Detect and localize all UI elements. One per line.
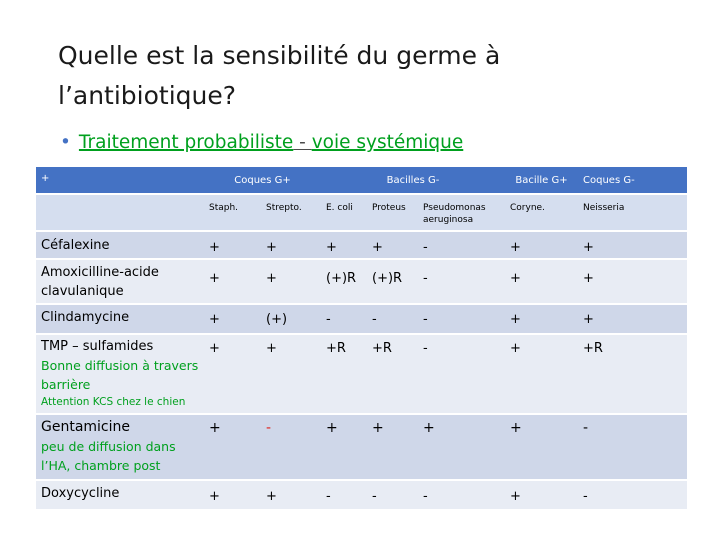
sensitivity-table [36, 167, 687, 511]
drug-cell [36, 334, 204, 414]
subheader-neisseria: Neisseria [578, 194, 687, 231]
value-cell: + [367, 231, 418, 259]
bullet-text-dash: - [293, 132, 312, 153]
drug-name: Céfalexine [36, 231, 204, 259]
drug-warning: Attention KCS chez le chien [41, 396, 186, 408]
drug-name: TMP – sulfamides [41, 339, 154, 354]
value-cell: + [505, 480, 578, 510]
value-cell: + [261, 334, 321, 414]
subheader-pseudomonas: Pseudomonas aeruginosa [418, 194, 505, 231]
value-cell: + [578, 304, 687, 334]
subheader-proteus: Proteus [367, 194, 418, 231]
value-cell: + [418, 414, 505, 480]
value-cell: + [204, 304, 261, 334]
value-cell: + [261, 231, 321, 259]
value-cell: - [367, 480, 418, 510]
value-cell: - [261, 414, 321, 480]
value-cell: - [418, 304, 505, 334]
subheader-empty [36, 194, 204, 231]
value-cell: + [505, 414, 578, 480]
table-row [36, 414, 687, 480]
value-cell: + [204, 259, 261, 304]
value-cell: (+)R [367, 259, 418, 304]
value-cell: - [418, 480, 505, 510]
value-cell: - [578, 480, 687, 510]
drug-cell [36, 414, 204, 480]
subheader-ecoli: E. coli [321, 194, 367, 231]
group-bacilles-gminus: Bacilles G- [321, 167, 505, 194]
value-cell: + [578, 231, 687, 259]
value-cell: + [204, 414, 261, 480]
drug-name: Amoxicilline-acide clavulanique [36, 259, 204, 304]
value-cell: +R [321, 334, 367, 414]
group-coques-gminus: Coques G- [578, 167, 687, 194]
table-row [36, 334, 687, 414]
group-bacille-gplus: Bacille G+ [505, 167, 578, 194]
drug-name: Clindamycine [36, 304, 204, 334]
table-row [36, 480, 687, 510]
drug-name: Doxycycline [36, 480, 204, 510]
value-cell: (+)R [321, 259, 367, 304]
value-cell: (+) [261, 304, 321, 334]
table-row [36, 231, 687, 259]
value-cell: + [505, 231, 578, 259]
slide-title: Quelle est la sensibilité du germe à l’antibiotique? [58, 41, 501, 110]
bullet-text-probabiliste: Traitement probabiliste [78, 132, 294, 153]
value-cell: - [578, 414, 687, 480]
value-cell: - [367, 304, 418, 334]
value-cell: + [505, 334, 578, 414]
drug-note: peu de diffusion dans l’HA, chambre post [41, 439, 176, 473]
value-cell: - [418, 259, 505, 304]
value-cell: - [321, 304, 367, 334]
value-cell: +R [578, 334, 687, 414]
value-cell: + [367, 414, 418, 480]
value-cell: + [261, 259, 321, 304]
value-cell: + [321, 231, 367, 259]
bullet-icon: • [60, 132, 71, 153]
value-cell: + [321, 414, 367, 480]
value-cell: - [418, 334, 505, 414]
table-row [36, 259, 687, 304]
value-cell: + [204, 480, 261, 510]
value-cell: + [204, 231, 261, 259]
value-cell: - [321, 480, 367, 510]
value-cell: - [418, 231, 505, 259]
bullet-point [60, 132, 463, 153]
group-header-row [36, 167, 687, 194]
subheader-staph: Staph. [204, 194, 261, 231]
table-row [36, 304, 687, 334]
drug-note: Bonne diffusion à travers barrière [41, 358, 199, 392]
value-cell: + [505, 304, 578, 334]
subheader-coryne: Coryne. [505, 194, 578, 231]
value-cell: + [505, 259, 578, 304]
corner-cell: + [36, 167, 204, 194]
value-cell: + [204, 334, 261, 414]
value-cell: +R [367, 334, 418, 414]
value-cell: + [578, 259, 687, 304]
value-cell: + [261, 480, 321, 510]
subheader-strepto: Strepto. [261, 194, 321, 231]
drug-name: Gentamicine [41, 419, 131, 435]
subheader-row [36, 194, 687, 231]
bullet-text-systemique: voie systémique [311, 132, 464, 153]
group-coques-gplus: Coques G+ [204, 167, 321, 194]
